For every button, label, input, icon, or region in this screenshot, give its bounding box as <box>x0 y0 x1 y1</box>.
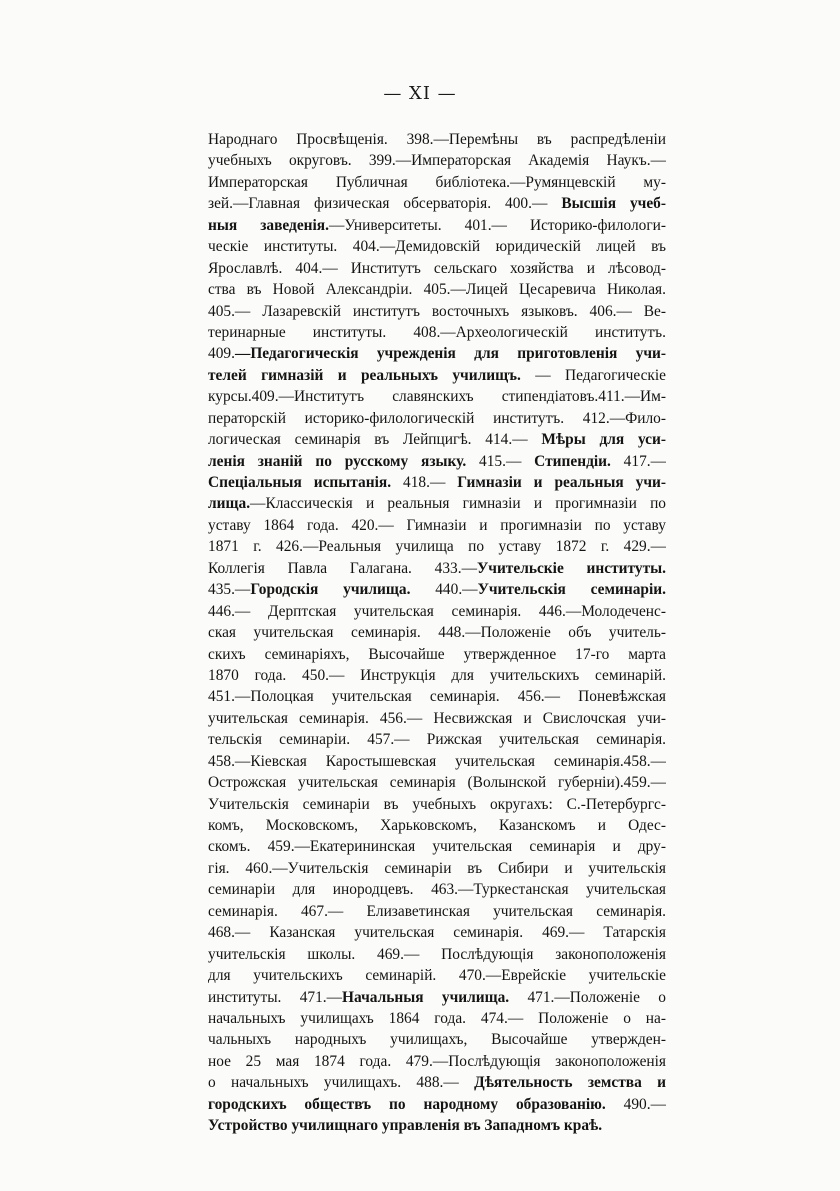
text-line <box>208 558 666 579</box>
text-segment: 435.— <box>208 581 251 599</box>
text-line <box>208 1008 666 1029</box>
text-line <box>208 172 666 193</box>
bold-heading-segment: ленія знаній по русскому языку. <box>208 452 467 470</box>
bold-heading-segment: Стипендіи. <box>534 452 611 470</box>
text-line <box>208 322 666 343</box>
text-line <box>208 815 666 836</box>
text-segment: 1870 года. 450.— Инструкція для учительскихъ семинарій. <box>208 666 666 684</box>
text-line <box>208 772 666 793</box>
text-segment: зей.—Главная физическая обсерваторія. 400.— <box>208 195 562 213</box>
text-segment: ческіе институты. 404.—Демидовскій юридическій лицей въ <box>208 238 666 256</box>
text-segment: 440.— <box>410 581 478 599</box>
bold-heading-segment: ныя заведенія. <box>208 216 329 234</box>
text-segment: ператорскій историко-филологическій институтъ. 412.—Фило- <box>208 409 666 427</box>
bold-heading-segment: лища. <box>208 495 251 513</box>
text-segment: курсы.409.—Институтъ славянскихъ стипендіатовъ.411.—Им- <box>208 388 666 406</box>
text-segment: учебныхъ округовъ. 399.—Императорская Академія Наукъ.— <box>208 152 666 170</box>
text-segment: скихъ семинаріяхъ, Высочайше утвержденное 17-го марта <box>208 645 666 663</box>
text-segment: — Педагогическіе <box>520 366 666 384</box>
text-line <box>208 150 666 171</box>
text-segment: 418.— <box>391 474 458 491</box>
bold-heading-segment: телей гимназій и реальныхъ училищъ. <box>208 366 521 384</box>
text-segment: институты. 471.— <box>208 988 343 1006</box>
text-segment: —Университеты. 401.— Историко-филологи- <box>328 216 666 234</box>
text-line <box>208 365 666 386</box>
text-line <box>208 279 666 300</box>
text-segment: семинарія. 467.— Елизаветинская учительская семинарія. <box>208 902 666 920</box>
text-line <box>208 836 666 857</box>
text-segment: о начальныхъ училищахъ. 488.— <box>208 1074 475 1092</box>
text-segment: Народнаго Просвѣщенія. 398.—Перемѣны въ распредѣленіи <box>208 131 666 148</box>
text-line <box>208 451 666 472</box>
text-line <box>208 536 666 557</box>
text-line <box>208 622 666 643</box>
text-segment: ства въ Новой Александріи. 405.—Лицей Цесаревича Николая. <box>208 281 666 299</box>
text-line <box>208 794 666 815</box>
text-segment: —Классическія и реальныя гимназіи и прогимназіи по <box>250 495 666 513</box>
text-line <box>208 236 666 257</box>
text-segment: ская учительская семинарія. 448.—Положеніе объ учитель- <box>208 624 666 642</box>
text-line <box>208 944 666 965</box>
bold-heading-segment: Устройство училищнаго управленія въ Западномъ краѣ. <box>208 1117 603 1135</box>
text-line <box>208 301 666 322</box>
text-line <box>208 1072 666 1093</box>
text-segment: тельскія семинаріи. 457.— Рижская учительская семинарія. <box>208 731 666 749</box>
text-line <box>208 343 666 364</box>
bold-heading-segment: —Педагогическія учрежденія для приготовленія учи- <box>234 345 666 363</box>
text-segment: комъ, Московскомъ, Харьковскомъ, Казанскомъ и Одес- <box>208 817 666 834</box>
text-line <box>208 729 666 750</box>
text-segment: скомъ. 459.—Екатерининская учительская семинарія и дру- <box>208 838 666 856</box>
text-line <box>208 1115 666 1136</box>
text-line <box>208 708 666 729</box>
bold-heading-segment: Начальныя училища. <box>342 988 510 1006</box>
text-segment: семинаріи для инородцевъ. 463.—Туркестанская учительская <box>208 881 666 899</box>
bold-heading-segment: Учительскіе институты. <box>476 559 666 577</box>
text-segment: 1871 г. 426.—Реальныя училища по уставу 1872 г. 429.— <box>208 538 666 556</box>
text-line <box>208 386 666 407</box>
text-line <box>208 965 666 986</box>
text-line <box>208 193 666 214</box>
text-segment: Ярославлѣ. 404.— Институтъ сельскаго хозяйства и лѣсовод- <box>208 259 666 277</box>
text-line <box>208 408 666 429</box>
text-line <box>208 515 666 536</box>
text-line <box>208 922 666 943</box>
text-segment: Императорская Публичная библіотека.—Румянцевскій му- <box>208 173 666 191</box>
text-segment: Коллегія Павла Галагана. 433.— <box>208 559 477 577</box>
text-segment: уставу 1864 года. 420.— Гимназіи и прогимназіи по уставу <box>208 516 666 534</box>
table-of-contents-text <box>208 129 666 1137</box>
text-segment: 471.—Положеніе о <box>509 988 666 1006</box>
text-segment: для учительскихъ семинарій. 470.—Еврейскіе учительскіе <box>208 967 666 985</box>
text-line <box>208 129 666 150</box>
text-segment: 409. <box>208 345 235 363</box>
bold-heading-segment: Высшія учеб- <box>561 195 666 213</box>
text-segment: учительскія школы. 469.— Послѣдующія законоположенія <box>208 945 666 963</box>
text-line <box>208 472 666 493</box>
text-line <box>208 1029 666 1050</box>
text-line <box>208 601 666 622</box>
text-segment: 468.— Казанская учительская семинарія. 469.— Татарскія <box>208 924 666 942</box>
text-segment: теринарные институты. 408.—Археологическій институтъ. <box>208 323 666 341</box>
text-line <box>208 686 666 707</box>
text-segment: начальныхъ училищахъ 1864 года. 474.— Положеніе о на- <box>208 1009 666 1027</box>
bold-heading-segment: Дѣятельность земства и <box>474 1074 666 1092</box>
text-line <box>208 579 666 600</box>
text-segment: ное 25 мая 1874 года. 479.—Послѣдующія законоположенія <box>208 1052 666 1070</box>
page-number-header: — XI — <box>383 83 457 104</box>
text-line <box>208 879 666 900</box>
bold-heading-segment: Гимназіи и реальныя учи- <box>457 474 666 491</box>
text-segment: Учительскія семинаріи въ учебныхъ округахъ: С.-Петербургс- <box>208 795 666 813</box>
text-segment: 490.— <box>605 1095 666 1113</box>
text-segment: 415.— <box>466 452 535 470</box>
text-segment: чальныхъ народныхъ училищахъ, Высочайше утвержден- <box>208 1031 666 1049</box>
bold-heading-segment: Городскія училища. <box>250 581 411 599</box>
text-line <box>208 258 666 279</box>
text-line <box>208 987 666 1008</box>
bold-heading-segment: Мѣры для уси- <box>541 431 666 449</box>
bold-heading-segment: Спеціальныя испытанія. <box>208 474 392 491</box>
text-segment: учительская семинарія. 456.— Несвижская и Свислочская учи- <box>208 709 666 727</box>
text-segment: 451.—Полоцкая учительская семинарія. 456.— Поневѣжская <box>208 688 666 706</box>
text-segment: Острожская учительская семинарія (Волынской губерніи).459.— <box>208 774 666 792</box>
text-segment: 446.— Дерптская учительская семинарія. 446.—Молодеченс- <box>208 602 666 620</box>
text-line <box>208 751 666 772</box>
text-line <box>208 644 666 665</box>
text-segment: 458.—Кіевская Каростышевская учительская семинарія.458.— <box>208 752 666 770</box>
bold-heading-segment: городскихъ обществъ по народному образованію. <box>208 1095 606 1113</box>
text-line <box>208 665 666 686</box>
text-line <box>208 215 666 236</box>
text-segment: 417.— <box>610 452 666 470</box>
text-line <box>208 858 666 879</box>
text-line <box>208 493 666 514</box>
text-line <box>208 1094 666 1115</box>
text-segment: 405.— Лазаревскій институтъ восточныхъ языковъ. 406.— Ве- <box>208 302 666 320</box>
text-segment: логическая семинарія въ Лейпцигѣ. 414.— <box>208 431 542 449</box>
text-line <box>208 901 666 922</box>
text-segment: гія. 460.—Учительскія семинаріи въ Сибири и учительскія <box>208 859 666 877</box>
bold-heading-segment: Учительскія семинаріи. <box>477 581 666 599</box>
text-line <box>208 1051 666 1072</box>
text-line <box>208 429 666 450</box>
